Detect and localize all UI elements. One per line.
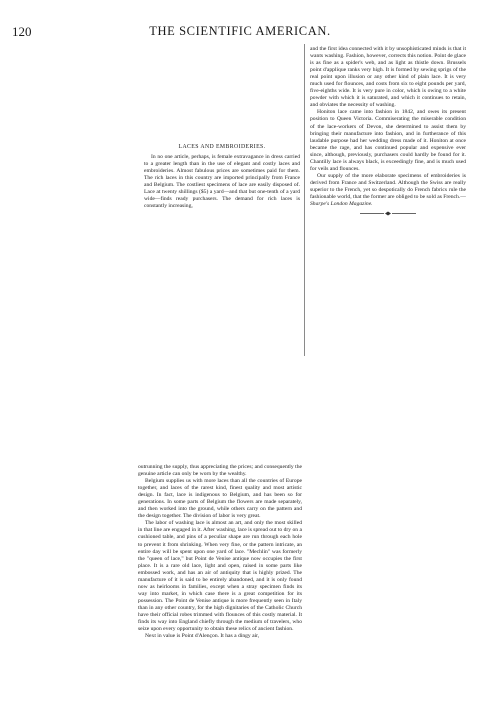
paragraph: The labor of washing lace is almost an art, and only the most skilled in that line are engaged in it. After washing, lace is spread out to dry on a cushioned table, and pins of a peculiar shape are run through each hole to prevent it from shrinking. When very fine, or the pattern intricate, an entire day will be spent upon one yard of lace. "Mechlin" was formerly the "queen of lace," but Point de Venise antique now occupies the first place. It is a rare old lace, light and open, raised in some parts like embossed work, and has an air of antiquity that is highly prized. The manufacture of it is said to be entirely abandoned, and it is only found now as heirlooms in families, except when a stray specimen finds its way into market, in which case there is a great competition for its possession. The Point de Venise antique is more frequently seen in Italy than in any other country, for the high dignitaries of the Catholic Church have their official robes trimmed with flounces of this costly material. It finds its way into England chiefly through the medium of travelers, who seize upon every opportunity to obtain these relics of ancient fashion. — [138, 520, 302, 633]
article-column-left-bottom — [138, 464, 302, 640]
section-heading: LACES AND EMBROIDERIES. — [178, 144, 266, 150]
paragraph: In no one article, perhaps, is female extravagance in dress carried to a greater length than in the use of elegant and costly laces and embroideries. Almost fabulous prices are sometimes paid for them. The rich laces in this country are imported principally from France and Belgium. The costliest specimens of lace are easily disposed of. Lace at twenty shillings ($5) a yard—and that but one-tenth of a yard wide—finds ready purchasers. The demand for rich laces is constantly increasing, — [144, 154, 300, 210]
page-header — [0, 0, 480, 40]
page-number: 120 — [12, 24, 32, 39]
paragraph: Next in value is Point d'Alençon. It has a dingy air, — [145, 633, 260, 640]
paragraph: Our supply of the more elaborate specimens of embroideries is derived from France and Switzerland. Although the Swiss are really superior to the French, yet so despotically do French fabrics rule the fashionable world, that the former are obliged to be sold as French.— — [310, 172, 466, 200]
ornament-divider — [358, 211, 418, 216]
source-attribution: Sharpe's London Magazine. — [310, 201, 373, 208]
running-title: THE SCIENTIFIC AMERICAN. — [149, 24, 331, 38]
column-rule — [304, 44, 305, 356]
paragraph: and the first idea connected with it by unsophisticated minds is that it wants washing. Fashion, however, corrects this notion. Point de glace is as fine as a spider's web, and as light as thistle down. Brussels point d'applique ranks very high. It is formed by sewing sprigs of the real point upon illusion or any other kind of plain lace. It is very much used for flounces, and costs from six to eight pounds per yard, five-eighths wide. It is very pure in color, which is owing to a white powder with which it is saturated, and which it continues to retain, and obviates the necessity of washing. — [310, 46, 466, 109]
article-column-right-top — [310, 46, 466, 216]
paragraph: Honiton lace came into fashion in 1842, and owes its present position to Queen Victoria. Commiserating the miserable condition of the lace-workers of Devon, she determined to assist them by bringing their manufacture into fashion, and in furtherance of this laudable purpose had her wedding dress made of it. Honiton at once became the rage, and has continued popular and expensive ever since, although, previously, purchasers could hardly be found for it. Chantilly lace is always black, is exceedingly fine, and is much used for veils and flounces. — [310, 109, 466, 172]
article-column-left-top — [144, 144, 300, 210]
paragraph: outrunning the supply, thus appreciating the prices; and consequently the genuine article can only be worn by the wealthy. — [138, 464, 302, 478]
paragraph: Belgium supplies us with more laces than all the countries of Europe together, and laces of the rarest kind, finest quality and most artistic design. In fact, lace is indigenous to Belgium, and has been so for generations. In some parts of Belgium the flowers are made separately, and then worked into the ground, while others carry on the pattern and the design together. The division of labor is very great. — [138, 478, 302, 520]
